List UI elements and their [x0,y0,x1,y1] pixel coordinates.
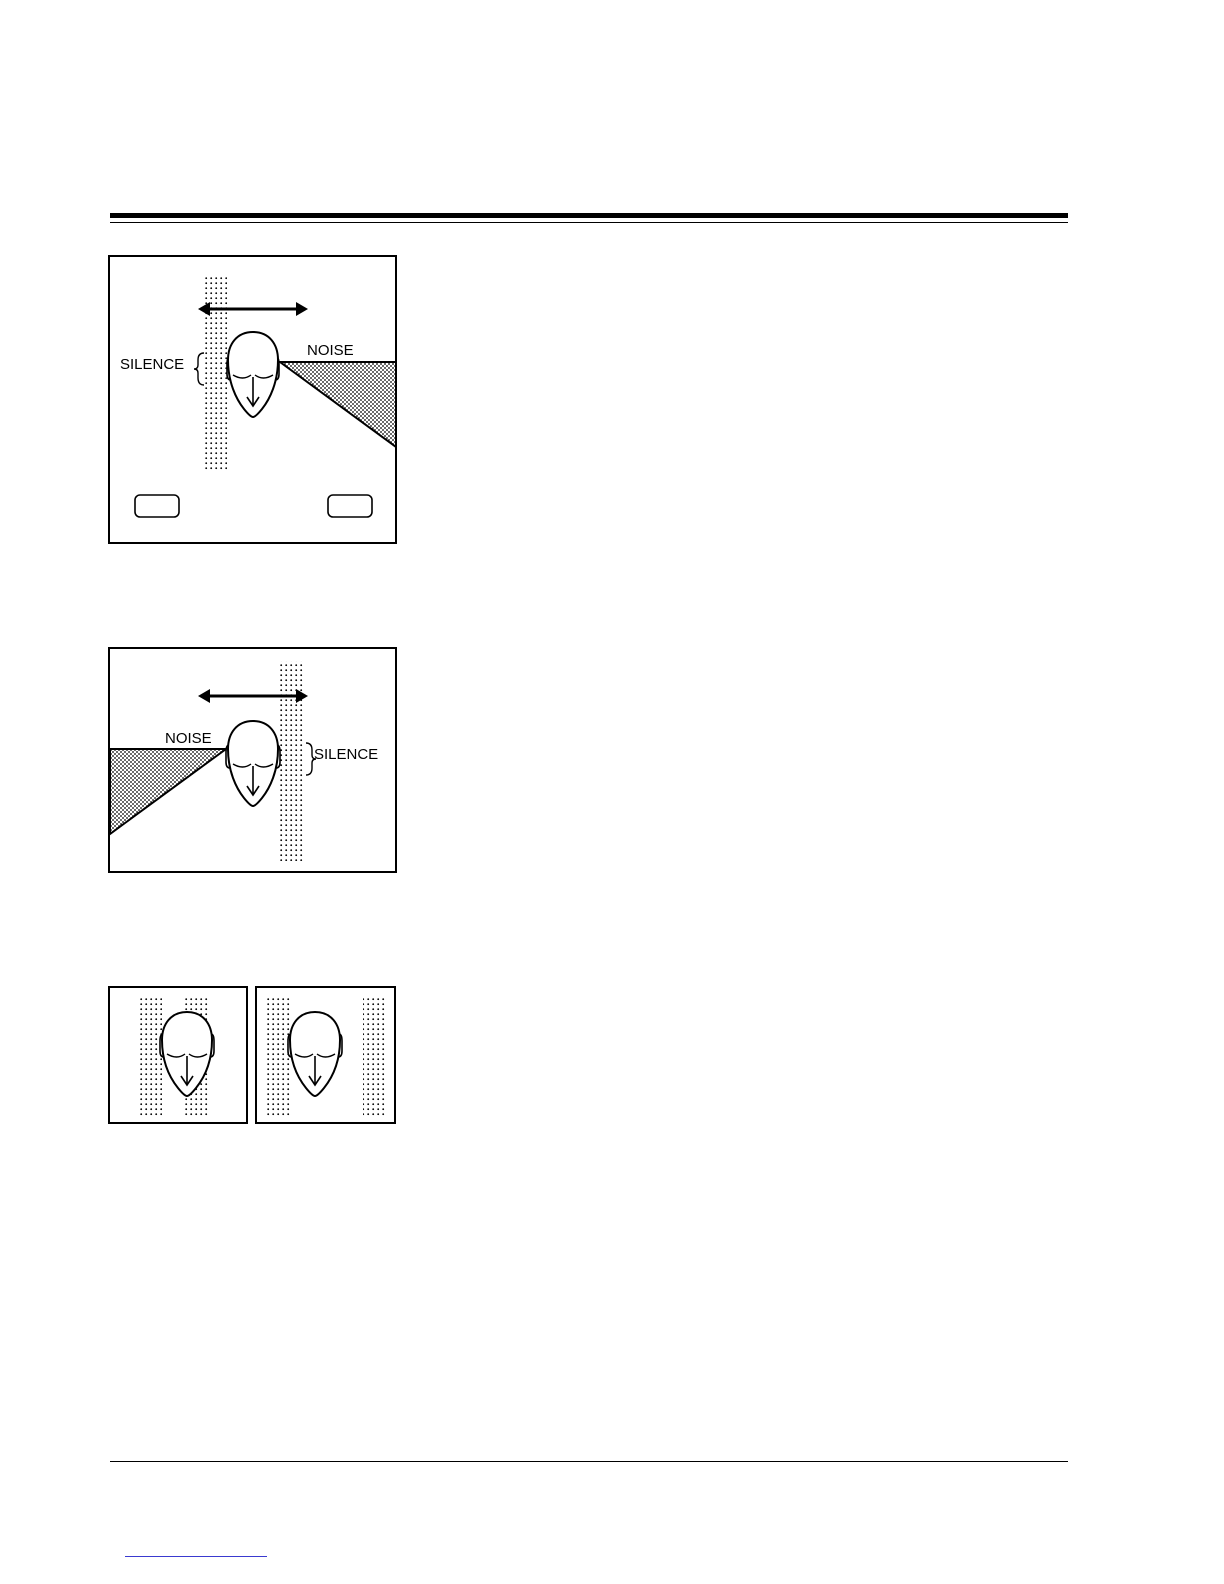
figure-2-panel [108,647,397,873]
figure-3b-panel [255,986,396,1124]
header-rule-thin [110,222,1068,223]
figure-3a-diagram [110,988,248,1124]
noise-label: NOISE [307,342,354,359]
figure-3b-diagram [257,988,396,1124]
head-icon [288,1012,342,1096]
noise-cone [110,749,226,834]
figure-1-diagram [110,257,397,544]
head-icon [227,332,279,417]
noise-cone [280,362,396,447]
figure-2-diagram [110,649,397,873]
footer-rule [110,1461,1068,1462]
noise-label: NOISE [165,730,212,747]
silence-band-left [138,998,162,1116]
silence-band-right [363,998,387,1116]
figure-3a-panel [108,986,248,1124]
right-key-icon [328,495,372,517]
figure-1-panel [108,255,397,544]
head-icon [226,721,280,806]
header-rule-thick [110,213,1068,218]
brace-icon [194,353,204,385]
silence-label: SILENCE [120,356,185,373]
footer-link-underline[interactable] [125,1556,267,1557]
silence-label: SILENCE [314,746,379,763]
left-key-icon [135,495,179,517]
silence-band-left [265,998,291,1116]
